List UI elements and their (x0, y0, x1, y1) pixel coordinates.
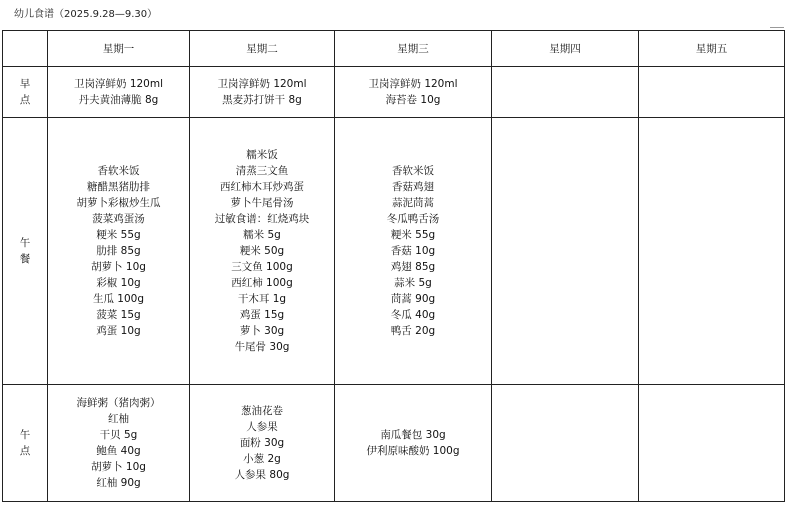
menu-cell-lines (335, 76, 491, 108)
menu-item: 菠菜 15g (96, 309, 141, 321)
menu-item: 生瓜 100g (92, 293, 145, 305)
meal-label-lunch (3, 118, 48, 385)
corner-cell (3, 31, 48, 67)
menu-item: 三文鱼 100g (231, 261, 293, 273)
menu-item: 糯米 5g (243, 229, 281, 241)
menu-cell (492, 385, 639, 502)
menu-item: 香菇鸡翅 (392, 181, 434, 193)
menu-cell (335, 385, 492, 502)
menu-item: 丹夫黄油薄脆 8g (78, 94, 159, 106)
meal-row-lunch (3, 118, 785, 385)
menu-item: 牛尾骨 30g (234, 341, 290, 353)
meal-label-char: 早 (19, 78, 31, 90)
menu-item: 香软米饭 (97, 165, 140, 177)
menu-cell-lines (190, 403, 334, 483)
menu-item: 冬瓜鸭舌汤 (386, 213, 440, 225)
menu-cell-lines (335, 163, 491, 339)
menu-item: 干贝 5g (99, 429, 138, 441)
meal-label-char: 午 (19, 237, 31, 249)
menu-cell-lines (48, 76, 189, 108)
menu-item: 粳米 55g (390, 229, 436, 241)
menu-cell (492, 118, 639, 385)
menu-cell (48, 118, 190, 385)
menu-cell (639, 118, 785, 385)
menu-cell-lines (48, 163, 189, 339)
menu-cell (335, 67, 492, 118)
menu-cell (48, 385, 190, 502)
menu-cell (190, 67, 335, 118)
menu-item: 粳米 50g (239, 245, 285, 257)
menu-item: 西红柿木耳炒鸡蛋 (220, 181, 304, 193)
menu-item: 鸡蛋 15g (239, 309, 285, 321)
menu-item: 卫岗淳鲜奶 120ml (217, 78, 307, 90)
menu-cell-lines (48, 395, 189, 491)
menu-item: 海苔卷 10g (385, 94, 441, 106)
header-row (3, 31, 785, 67)
menu-cell (190, 385, 335, 502)
menu-item: 伊利原味酸奶 100g (366, 445, 460, 457)
menu-item: 人参果 (246, 421, 278, 433)
menu-item: 糯米饭 (246, 149, 278, 161)
meal-label-char: 点 (19, 94, 31, 106)
meal-label-char: 餐 (19, 253, 31, 265)
menu-item: 萝卜 30g (239, 325, 285, 337)
day-header-mon: 星期一 (48, 31, 190, 67)
meal-label-snack (3, 385, 48, 502)
menu-item: 卫岗淳鲜奶 120ml (73, 78, 164, 90)
day-header-fri: 星期五 (639, 31, 785, 67)
menu-item: 小葱 2g (243, 453, 281, 465)
menu-item: 西红柿 100g (231, 277, 293, 289)
menu-cell-lines (190, 147, 334, 355)
menu-item: 卫岗淳鲜奶 120ml (368, 78, 458, 90)
menu-cell (639, 385, 785, 502)
day-header-tue: 星期二 (190, 31, 335, 67)
menu-item: 南瓜餐包 30g (380, 429, 446, 441)
menu-cell (48, 67, 190, 118)
menu-item: 冬瓜 40g (390, 309, 436, 321)
menu-item: 蒜泥茼蒿 (392, 197, 434, 209)
menu-item: 面粉 30g (239, 437, 285, 449)
menu-item: 胡萝卜 10g (91, 461, 146, 473)
menu-item: 清蒸三文鱼 (235, 165, 289, 177)
menu-item: 糖醋黑猪肋排 (87, 181, 150, 193)
menu-item: 胡萝卜 10g (91, 261, 146, 273)
menu-item: 茼蒿 90g (390, 293, 436, 305)
menu-cell (190, 118, 335, 385)
menu-cell-lines (190, 76, 334, 108)
menu-item: 鲍鱼 40g (96, 445, 141, 457)
menu-item: 海鲜粥（猪肉粥） (76, 397, 161, 409)
menu-item: 萝卜牛尾骨汤 (230, 197, 294, 209)
menu-item: 粳米 55g (96, 229, 141, 241)
day-header-thu: 星期四 (492, 31, 639, 67)
menu-item: 彩椒 10g (96, 277, 141, 289)
meal-row-snack (3, 385, 785, 502)
menu-item: 干木耳 1g (237, 293, 287, 305)
menu-cell (639, 67, 785, 118)
menu-item: 红柚 (108, 413, 129, 425)
meal-label-char: 点 (19, 445, 31, 457)
menu-item: 蒜米 5g (394, 277, 432, 289)
day-header-wed: 星期三 (335, 31, 492, 67)
document-title: 幼儿食谱（2025.9.28—9.30） (14, 9, 158, 20)
menu-item: 肋排 85g (96, 245, 141, 257)
meal-label-breakfast (3, 67, 48, 118)
menu-item: 鸡翅 85g (390, 261, 436, 273)
menu-item: 葱油花卷 (241, 405, 283, 417)
menu-item: 香菇 10g (390, 245, 436, 257)
meal-row-breakfast (3, 67, 785, 118)
menu-item: 过敏食谱：红烧鸡块 (214, 213, 310, 225)
menu-item: 鸡蛋 10g (96, 325, 141, 337)
menu-item: 黑麦苏打饼干 8g (222, 94, 302, 106)
menu-cell (335, 118, 492, 385)
menu-table (2, 30, 785, 502)
menu-item: 人参果 80g (234, 469, 290, 481)
menu-cell-lines (335, 427, 491, 459)
menu-cell (492, 67, 639, 118)
menu-item: 胡萝卜彩椒炒生瓜 (76, 197, 161, 209)
meal-label-char: 午 (19, 429, 31, 441)
menu-item: 红柚 90g (96, 477, 141, 489)
menu-item: 香软米饭 (392, 165, 434, 177)
menu-item: 菠菜鸡蛋汤 (92, 213, 145, 225)
menu-item: 鸭舌 20g (390, 325, 436, 337)
